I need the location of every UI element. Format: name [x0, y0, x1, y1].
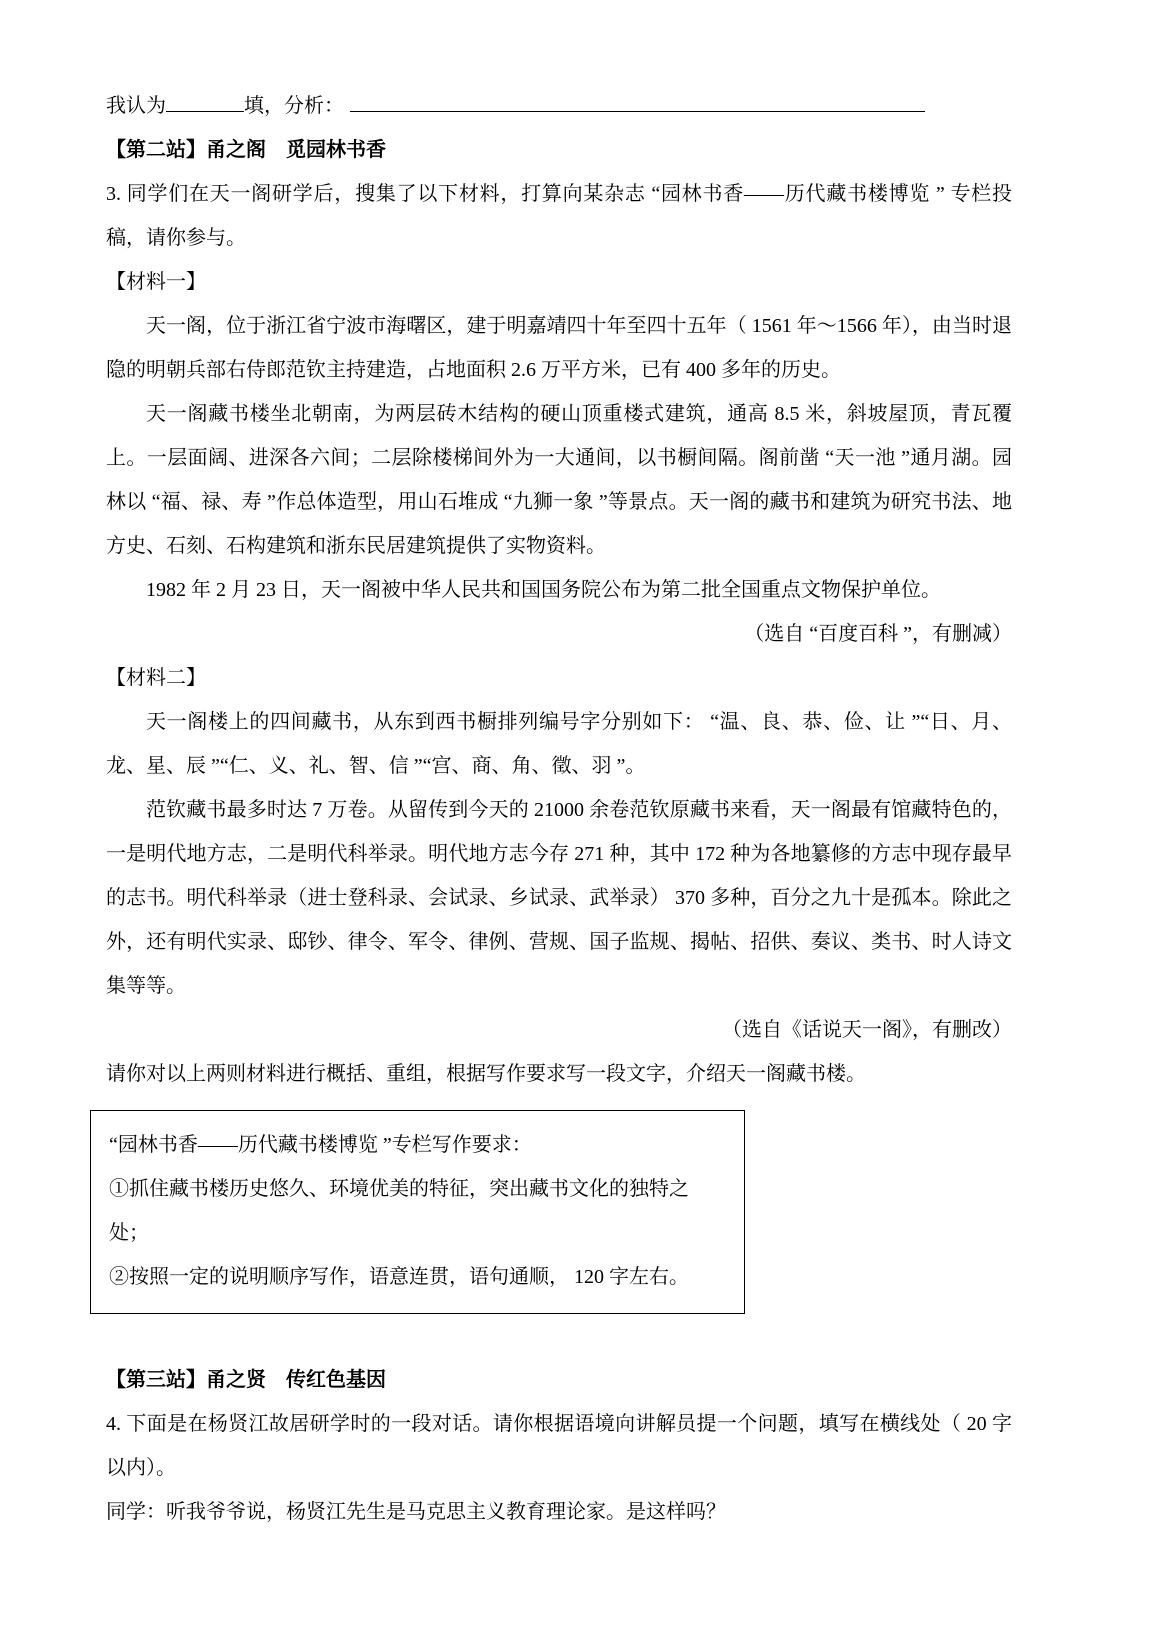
station3-heading: 【第三站】甬之贤 传红色基因	[106, 1369, 386, 1391]
material2-source: （选自《话说天一阁》，有删改）	[722, 1019, 1012, 1041]
instruction-text: 请你对以上两则材料进行概括、重组，根据写作要求写一段文字，介绍天一阁藏书楼。	[106, 1063, 866, 1085]
requirement-item-1: ①抓住藏书楼历史悠久、环境优美的特征，突出藏书文化的独特之处；	[109, 1178, 689, 1244]
material1-source: （选自 “百度百科 ”，有删减）	[744, 623, 1012, 645]
answer-blank	[166, 90, 244, 112]
question-3: 3. 同学们在天一阁研学后，搜集了以下材料，打算向某杂志 “园林书香——历代藏书楼博览 ” 专栏投稿，请你参与。	[106, 183, 1012, 249]
fill-prefix: 我认为	[106, 95, 166, 117]
fill-in-line	[106, 84, 1012, 128]
requirement-item-2: ②按照一定的说明顺序写作，语意连贯，语句通顺， 120 字左右。	[109, 1266, 689, 1288]
material2-label: 【材料二】	[106, 667, 206, 689]
dialog-student-line: 同学：听我爷爷说，杨贤江先生是马克思主义教育理论家。是这样吗？	[106, 1501, 726, 1523]
station2-heading: 【第二站】甬之阁 觅园林书香	[106, 139, 386, 161]
fill-mid: 填，分析：	[244, 95, 344, 117]
material1-paragraph-1: 天一阁，位于浙江省宁波市海曙区，建于明嘉靖四十年至四十五年（ 1561 年～1566 年），由当时退隐的明朝兵部右侍郎范钦主持建造，占地面积 2.6 万平方米，已有 400 多年的历史。	[106, 315, 1012, 381]
question-4: 4. 下面是在杨贤江故居研学时的一段对话。请你根据语境向讲解员提一个问题，填写在横线处（ 20 字以内）。	[106, 1413, 1012, 1479]
material1-paragraph-3: 1982 年 2 月 23 日，天一阁被中华人民共和国国务院公布为第二批全国重点文物保护单位。	[146, 579, 941, 601]
writing-requirements-box	[90, 1110, 745, 1314]
material1-label: 【材料一】	[106, 271, 206, 293]
requirements-box-title: “园林书香——历代藏书楼博览 ”专栏写作要求：	[109, 1134, 532, 1156]
material2-paragraph-2: 范钦藏书最多时达 7 万卷。从留传到今天的 21000 余卷范钦原藏书来看，天一阁最有馆藏特色的，一是明代地方志，二是明代科举录。明代地方志今存 271 种，其中 172 种为各地纂修的方志中现存最早的志书。明代科举录（进士登科录、会试录、乡试录、武举录） 370 多种，百分之九十是孤本。除此之外，还有明代实录、邸钞、律令、军令、律例、营规、国子监规、揭帖、招供、奏议、类书、时人诗文集等等。	[106, 799, 1012, 997]
material2-paragraph-1: 天一阁楼上的四间藏书，从东到西书橱排列编号字分别如下： “温、良、恭、俭、让 ”“日、月、龙、星、辰 ”“仁、义、礼、智、信 ”“宫、商、角、徵、羽 ”。	[106, 711, 1012, 777]
analysis-blank	[350, 90, 925, 112]
material1-paragraph-2: 天一阁藏书楼坐北朝南，为两层砖木结构的硬山顶重楼式建筑，通高 8.5 米，斜坡屋顶，青瓦覆上。一层面阔、进深各六间；二层除楼梯间外为一大通间，以书橱间隔。阁前凿 “天一池 ”通月湖。园林以 “福、禄、寿 ”作总体造型，用山石堆成 “九狮一象 ”等景点。天一阁的藏书和建筑为研究书法、地方史、石刻、石构建筑和浙东民居建筑提供了实物资料。	[106, 403, 1012, 557]
